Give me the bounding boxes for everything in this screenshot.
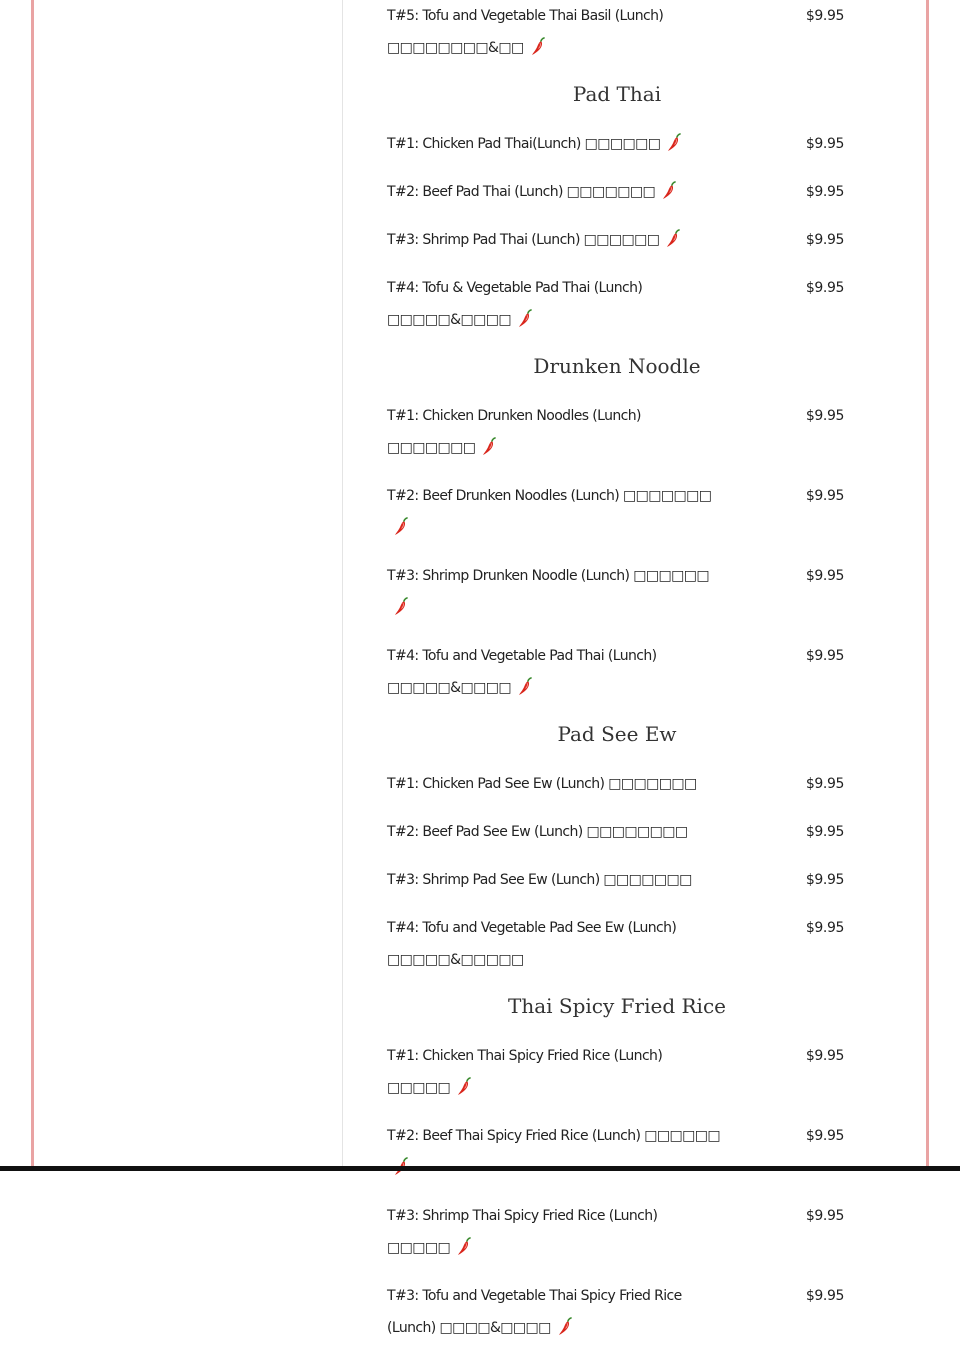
menu-item-name[interactable] [387, 1280, 722, 1344]
menu-item-price: $9.95 [805, 872, 844, 888]
menu-item-name[interactable] [387, 480, 722, 544]
frame-left-border [31, 0, 34, 1167]
menu-item-name[interactable] [387, 128, 722, 160]
chili-pepper-icon [517, 677, 533, 697]
menu-item-name-text: T#4: Tofu & Vegetable Pad Thai (Lunch) □□□□□&□□□□ [387, 280, 643, 328]
menu-list [387, 0, 847, 1360]
menu-item[interactable] [387, 1120, 847, 1184]
menu-item-name-text: T#5: Tofu and Vegetable Thai Basil (Lunch) □□□□□□□□&□□ [387, 8, 664, 56]
menu-item-price: $9.95 [805, 568, 844, 584]
menu-item[interactable] [387, 0, 847, 64]
chili-pepper-icon [393, 597, 409, 617]
menu-item-price: $9.95 [805, 776, 844, 792]
menu-item[interactable] [387, 400, 847, 464]
menu-item[interactable] [387, 912, 847, 976]
menu-item-name[interactable] [387, 640, 722, 704]
section-title: Drunken Noodle [533, 354, 701, 378]
section-title: Pad See Ew [557, 722, 677, 746]
section-title: Thai Spicy Fried Rice [508, 994, 726, 1018]
menu-item[interactable] [387, 224, 847, 256]
chili-pepper-icon [557, 1317, 573, 1337]
menu-item[interactable] [387, 816, 847, 848]
menu-item-name-text: T#3: Tofu and Vegetable Thai Spicy Fried Rice (Lunch) □□□□&□□□□ [387, 1288, 682, 1336]
chili-pepper-icon [481, 437, 497, 457]
menu-item-name[interactable] [387, 272, 722, 336]
menu-item-name-text: T#3: Shrimp Pad See Ew (Lunch) □□□□□□□ [387, 872, 692, 888]
frame-right-border [926, 0, 929, 1167]
menu-item-price: $9.95 [805, 232, 844, 248]
menu-item-name-text: T#3: Shrimp Pad Thai (Lunch) □□□□□□ [387, 232, 660, 248]
section-title: Pad Thai [572, 82, 662, 106]
menu-item-name[interactable] [387, 768, 722, 800]
menu-item-name-text: T#4: Tofu and Vegetable Pad Thai (Lunch) □□□□□&□□□□ [387, 648, 657, 696]
menu-item-name[interactable] [387, 1040, 722, 1104]
menu-item-name[interactable] [387, 1200, 722, 1264]
chili-pepper-icon [666, 133, 682, 153]
menu-item-price: $9.95 [805, 136, 844, 152]
menu-item[interactable] [387, 272, 847, 336]
menu-item-name-text: T#3: Shrimp Thai Spicy Fried Rice (Lunch) □□□□□ [387, 1208, 658, 1256]
menu-item-name-text: T#2: Beef Pad See Ew (Lunch) □□□□□□□□ [387, 824, 688, 840]
chili-pepper-icon [456, 1237, 472, 1257]
menu-item-name-text: T#1: Chicken Thai Spicy Fried Rice (Lunch) □□□□□ [387, 1048, 663, 1096]
sidebar-divider [342, 0, 343, 1166]
chili-pepper-icon [661, 181, 677, 201]
menu-item-name[interactable] [387, 176, 722, 208]
menu-item-price: $9.95 [805, 824, 844, 840]
menu-item-name-text: T#1: Chicken Pad Thai(Lunch) □□□□□□ [387, 136, 661, 152]
menu-item-name-text: T#1: Chicken Pad See Ew (Lunch) □□□□□□□ [387, 776, 697, 792]
menu-item-price: $9.95 [805, 1048, 844, 1064]
frame-bottom-border [0, 1166, 960, 1171]
menu-item[interactable] [387, 128, 847, 160]
menu-item-name-text: T#2: Beef Thai Spicy Fried Rice (Lunch) □□□□□□ [387, 1128, 721, 1144]
menu-item-name[interactable] [387, 864, 722, 896]
menu-item-price: $9.95 [805, 1128, 844, 1144]
chili-pepper-icon [456, 1077, 472, 1097]
menu-item[interactable] [387, 480, 847, 544]
menu-item-price: $9.95 [805, 488, 844, 504]
chili-pepper-icon [530, 37, 546, 57]
menu-item-name[interactable] [387, 1120, 722, 1184]
menu-item-price: $9.95 [805, 184, 844, 200]
menu-item[interactable] [387, 1280, 847, 1344]
menu-item[interactable] [387, 640, 847, 704]
menu-item[interactable] [387, 176, 847, 208]
menu-item-name-text: T#2: Beef Drunken Noodles (Lunch) □□□□□□□ [387, 488, 712, 504]
menu-item-price: $9.95 [805, 648, 844, 664]
menu-item[interactable] [387, 864, 847, 896]
menu-item-price: $9.95 [805, 920, 844, 936]
menu-item-name[interactable] [387, 0, 722, 64]
menu-item-name-text: T#4: Tofu and Vegetable Pad See Ew (Lunch) □□□□□&□□□□□ [387, 920, 677, 968]
menu-item-name-text: T#3: Shrimp Drunken Noodle (Lunch) □□□□□□ [387, 568, 710, 584]
menu-item-name[interactable] [387, 560, 722, 624]
menu-item-price: $9.95 [805, 1208, 844, 1224]
menu-item[interactable] [387, 768, 847, 800]
menu-item-price: $9.95 [805, 408, 844, 424]
menu-item-name[interactable] [387, 400, 722, 464]
menu-item-price: $9.95 [805, 1288, 844, 1304]
menu-item[interactable] [387, 560, 847, 624]
menu-item-name[interactable] [387, 912, 722, 976]
menu-item-name[interactable] [387, 816, 722, 848]
menu-item-name-text: T#2: Beef Pad Thai (Lunch) □□□□□□□ [387, 184, 656, 200]
menu-item[interactable] [387, 1040, 847, 1104]
chili-pepper-icon [517, 309, 533, 329]
chili-pepper-icon [393, 517, 409, 537]
menu-item-name[interactable] [387, 224, 722, 256]
chili-pepper-icon [665, 229, 681, 249]
menu-item-price: $9.95 [805, 8, 844, 24]
menu-item-name-text: T#1: Chicken Drunken Noodles (Lunch) □□□□□□□ [387, 408, 641, 456]
menu-item[interactable] [387, 1200, 847, 1264]
menu-item-price: $9.95 [805, 280, 844, 296]
